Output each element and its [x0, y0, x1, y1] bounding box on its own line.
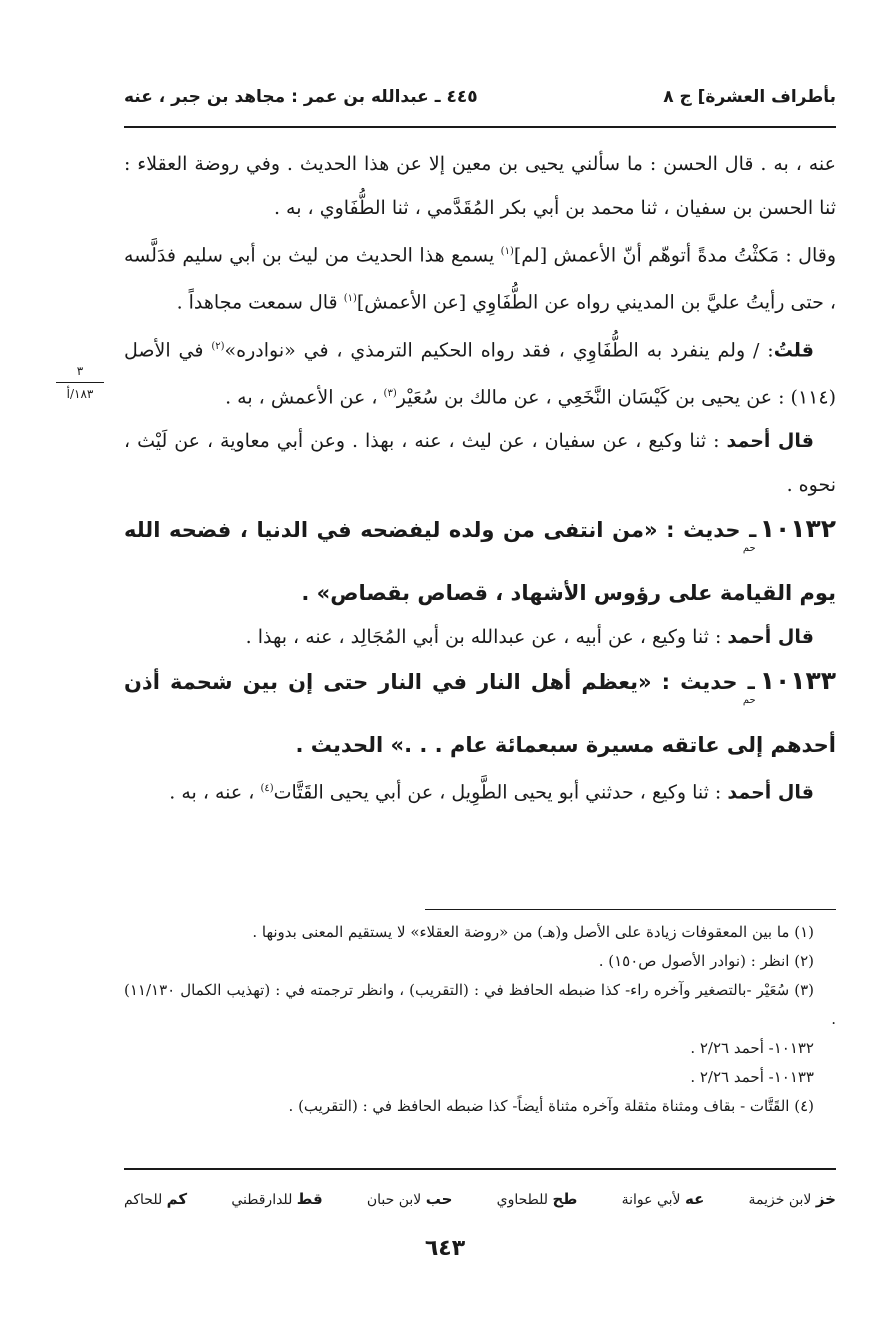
paragraph-3-lead: قلتُ — [773, 338, 814, 361]
margin-ref-top: ٣ — [76, 364, 84, 378]
hadith-10133-text: ـ حديث : «يعظم أهل النار في النار حتى إن بين شحمة أذن أحدهم إلى عاتقه مسيرة سبعمائة عام . . .» الحديث . — [124, 670, 836, 758]
paragraph-1-text: عنه ، به . قال الحسن : ما سألني يحيى بن معين إلا عن هذا الحديث . وفي روضة العقلاء : ثنا الحسن بن سفيان ، ثنا محمد بن أبي بكر المُقَدَّمي ، ثنا الطُّفَاوي ، به . — [124, 153, 836, 219]
margin-ref-line — [56, 382, 104, 383]
legend-item — [231, 1190, 322, 1208]
header-chapter: ٤٤٥ ـ عبدالله بن عمر : مجاهد بن جبر ، عنه — [124, 87, 478, 107]
legend-name: لابن خزيمة — [748, 1192, 812, 1208]
paragraph-5-text: : ثنا وكيع ، عن أبيه ، عن عبدالله بن أبي المُجَالِد ، عنه ، بهذا . — [245, 626, 722, 649]
legend-item — [622, 1190, 705, 1208]
legend-name: للحاكم — [124, 1192, 163, 1208]
main-text — [124, 142, 836, 815]
hadith-10132-text: ـ حديث : «من انتفى من ولده ليفضحه في الدنيا ، فضحه الله يوم القيامة على رؤوس الأشهاد ، قصاص بقصاص» . — [124, 518, 836, 606]
legend-item — [749, 1190, 836, 1208]
margin-ref-bottom: ١٨٣/أ — [66, 387, 94, 401]
paragraph-3 — [124, 325, 836, 420]
footnote-ref-4[interactable]: (٤) — [260, 783, 274, 795]
abbreviation-legend — [124, 1184, 836, 1214]
footnote-ref-2[interactable]: (٢) — [211, 340, 225, 352]
legend-code: طح — [552, 1190, 578, 1208]
running-header — [124, 80, 836, 114]
header-volume: بأطراف العشرة] ج ٨ — [663, 87, 836, 107]
legend-name: للطحاوي — [496, 1192, 549, 1208]
legend-item — [497, 1190, 578, 1208]
legend-name: لابن حبان — [366, 1192, 422, 1208]
paragraph-2-part-c: قال سمعت مجاهداً . — [176, 291, 338, 314]
margin-manuscript-ref — [52, 363, 108, 402]
footnote-ref-3[interactable]: (٣) — [383, 387, 397, 399]
paragraph-6-text-a: : ثنا وكيع ، حدثني أبو يحيى الطَّوِيل ، عن أبي يحيى القَتَّات — [273, 781, 722, 804]
legend-rule — [124, 1168, 836, 1170]
paragraph-4-text: : ثنا وكيع ، عن سفيان ، عن ليث ، عنه ، بهذا . وعن أبي معاوية ، عن لَيْث ، نحوه . — [124, 430, 836, 497]
paragraph-6 — [124, 767, 836, 814]
legend-name: لأبي عوانة — [621, 1192, 681, 1208]
page-number: ٦٤٣ — [424, 1236, 466, 1261]
legend-code: كم — [166, 1190, 188, 1208]
paragraph-3-text-c: ، عن الأعمش ، به . — [225, 386, 378, 409]
legend-item — [367, 1190, 453, 1208]
paragraph-4 — [124, 419, 836, 507]
paragraph-5-lead: قال أحمد — [727, 626, 814, 649]
paragraph-5 — [124, 615, 836, 659]
hadith-10132-source: حم — [742, 543, 756, 555]
hadith-10132-number: ١٠١٣٢ — [759, 514, 837, 544]
footnote-10132: ١٠١٣٢- أحمد ٢/٢٦ . — [690, 1039, 814, 1057]
header-rule — [124, 126, 836, 128]
legend-code: قط — [296, 1190, 323, 1208]
paragraph-6-text-b: ، عنه ، به . — [169, 781, 255, 804]
paragraph-1 — [124, 142, 836, 325]
hadith-10133-source: حم — [742, 695, 756, 707]
paragraph-2-part-b: يسمع هذا الحديث من ليث بن أبي سليم فدَلَّسه ، حتى رأيتُ عليَّ بن المديني رواه عن الطُّفَاوِي [عن الأعمش] — [124, 244, 836, 314]
paragraph-3-text-b: في الأصل (١١٤) : عن يحيى بن كَيْسَان النَّخَعِي ، عن مالك بن سُعَيْر — [124, 338, 836, 409]
paragraph-2-part-a: وقال : مَكثْتُ مدةً أتوهّم أنّ الأعمش [لم] — [513, 244, 837, 267]
hadith-10133-number: ١٠١٣٣ — [759, 666, 836, 696]
hadith-10132 — [124, 507, 836, 615]
hadith-10133 — [124, 659, 836, 767]
legend-code: حب — [425, 1190, 453, 1208]
legend-name: للدارقطني — [231, 1192, 293, 1208]
paragraph-6-lead: قال أحمد — [727, 781, 814, 804]
legend-code: عه — [684, 1190, 705, 1208]
footnotes — [124, 918, 836, 1121]
footnote-ref-1b[interactable]: (١) — [343, 293, 357, 305]
footnote-ref-1[interactable]: (١) — [500, 246, 514, 257]
footnote-4: (٤) القَتَّات - بقاف ومثناة مثقلة وآخره مثناة أيضاً- كذا ضبطه الحافظ في : (التقريب) . — [288, 1097, 814, 1115]
footnote-10133: ١٠١٣٣- أحمد ٢/٢٦ . — [690, 1068, 814, 1086]
legend-item — [124, 1190, 187, 1208]
paragraph-3-text-a: : / ولم ينفرد به الطُّفَاوِي ، فقد رواه الحكيم الترمذي ، في «نوادره» — [224, 338, 774, 361]
footnote-1: (١) ما بين المعقوفات زيادة على الأصل و(هـ) من «روضة العقلاء» لا يستقيم المعنى بدونها . — [252, 923, 814, 941]
footnote-rule — [425, 909, 836, 910]
footnote-2: (٢) انظر : (نوادر الأصول ص١٥٠) . — [598, 952, 814, 970]
footnote-3: (٣) سُعَيْر -بالتصغير وآخره راء- كذا ضبطه الحافظ في : (التقريب) ، وانظر ترجمته في : (تهذيب الكمال ١١/١٣٠) . — [124, 981, 836, 1028]
paragraph-4-lead: قال أحمد — [726, 430, 814, 453]
legend-code: خز — [815, 1190, 836, 1208]
